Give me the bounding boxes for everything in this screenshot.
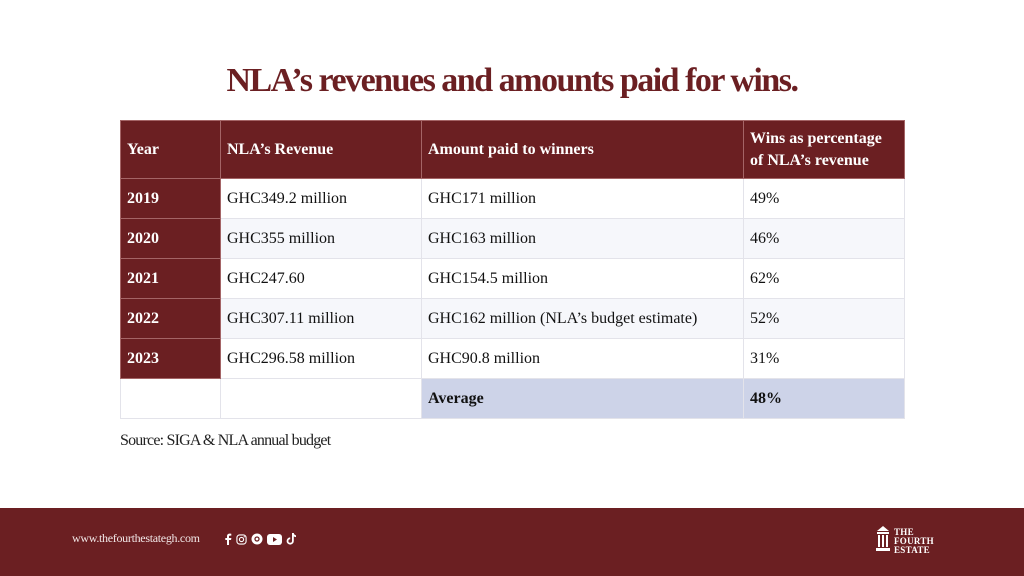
logo-line: THE	[894, 527, 914, 537]
header-amount-paid: Amount paid to winners	[422, 121, 744, 179]
average-row	[121, 379, 905, 419]
revenue-cell: GHC307.11 million	[221, 299, 422, 339]
header-wins-percentage: Wins as percentage of NLA’s revenue	[744, 121, 905, 179]
logo-line: ESTATE	[894, 545, 930, 555]
year-cell: 2019	[121, 179, 221, 219]
year-cell: 2023	[121, 339, 221, 379]
pillar-building-icon	[876, 526, 890, 557]
percentage-cell: 52%	[744, 299, 905, 339]
instagram-icon[interactable]	[236, 532, 247, 550]
percentage-cell: 31%	[744, 339, 905, 379]
brand-logo	[876, 526, 934, 557]
percentage-cell: 62%	[744, 259, 905, 299]
header-year: Year	[121, 121, 221, 179]
year-cell: 2020	[121, 219, 221, 259]
revenue-cell: GHC296.58 million	[221, 339, 422, 379]
table-row	[121, 299, 905, 339]
amount-paid-cell: GHC163 million	[422, 219, 744, 259]
percentage-cell: 49%	[744, 179, 905, 219]
empty-cell	[121, 379, 221, 419]
table-row	[121, 179, 905, 219]
facebook-icon[interactable]	[224, 532, 232, 550]
average-label: Average	[422, 379, 744, 419]
website-link[interactable]: www.thefourthestategh.com	[72, 531, 200, 545]
empty-cell	[221, 379, 422, 419]
year-cell: 2021	[121, 259, 221, 299]
amount-paid-cell: GHC154.5 million	[422, 259, 744, 299]
year-cell: 2022	[121, 299, 221, 339]
table-row	[121, 219, 905, 259]
page-title: NLA’s revenues and amounts paid for wins.	[226, 62, 798, 99]
revenue-cell: GHC247.60	[221, 259, 422, 299]
tiktok-icon[interactable]	[286, 532, 296, 550]
social-icons	[224, 532, 296, 550]
percentage-cell: 46%	[744, 219, 905, 259]
table-header-row	[121, 121, 905, 179]
header-revenue: NLA’s Revenue	[221, 121, 422, 179]
amount-paid-cell: GHC90.8 million	[422, 339, 744, 379]
threads-icon[interactable]	[251, 532, 263, 550]
logo-wordmark	[894, 528, 934, 555]
revenue-table	[120, 120, 905, 419]
revenue-cell: GHC355 million	[221, 219, 422, 259]
table-row	[121, 259, 905, 299]
average-value: 48%	[744, 379, 905, 419]
source-note: Source: SIGA & NLA annual budget	[120, 432, 331, 449]
revenue-cell: GHC349.2 million	[221, 179, 422, 219]
amount-paid-cell: GHC171 million	[422, 179, 744, 219]
logo-line: FOURTH	[894, 536, 934, 546]
footer-bar	[0, 508, 1024, 576]
amount-paid-cell: GHC162 million (NLA’s budget estimate)	[422, 299, 744, 339]
table-row	[121, 339, 905, 379]
youtube-icon[interactable]	[267, 532, 282, 550]
